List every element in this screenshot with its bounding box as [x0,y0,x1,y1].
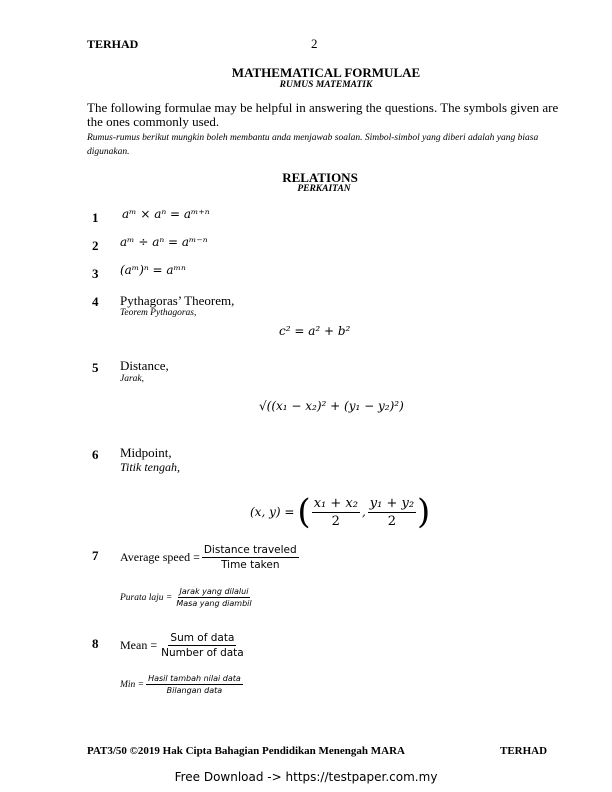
item-number: 7 [92,548,99,563]
header-classification: TERHAD [87,37,139,51]
label-midpoint-ms: Titik tengah, [120,460,180,474]
fraction-denominator: Bilangan data [166,686,223,695]
average-speed-label: Average speed = [120,550,200,564]
section-subtitle: PERKAITAN [297,184,351,194]
comma: , [361,505,366,519]
section-title: RELATIONS [282,170,358,185]
midpoint-fraction-y [368,496,416,529]
purata-laju-fraction [174,587,253,608]
footer-classification: TERHAD [500,745,548,757]
page-subtitle: RUMUS MATEMATIK [279,80,373,90]
fraction-denominator: Time taken [221,559,280,571]
footer-copyright: PAT3/50 ©2019 Hak Cipta Bahagian Pendidikan Menengah MARA [87,745,405,757]
label-midpoint: Midpoint, [120,445,172,460]
right-paren: ) [417,492,431,532]
formula-purata-laju [120,587,254,608]
download-link[interactable]: Free Download -> https://testpaper.com.my [174,770,438,784]
formula-min [120,674,243,695]
formula-exponent-divide: aᵐ ÷ aⁿ = aᵐ⁻ⁿ [120,235,208,249]
midpoint-lhs: (x, y) = [250,505,295,519]
fraction-numerator: Jarak yang dilalui [179,587,249,596]
formula-exponent-multiply: aᵐ × aⁿ = aᵐ⁺ⁿ [122,207,210,221]
fraction-numerator: y₁ + y₂ [369,495,415,511]
min-fraction [146,674,243,695]
item-number: 6 [92,447,99,462]
item-number: 2 [92,238,99,253]
label-distance: Distance, [120,358,169,373]
mean-fraction [159,632,246,659]
fraction-numerator: Hasil tambah nilai data [148,674,241,683]
label-pythagoras-ms: Teorem Pythagoras, [120,308,197,318]
fraction-denominator: Number of data [161,647,244,659]
fraction-numerator: Distance traveled [203,544,297,556]
item-number: 3 [92,266,99,281]
page-title: MATHEMATICAL FORMULAE [231,65,421,80]
item-number: 1 [92,210,99,225]
label-pythagoras: Pythagoras’ Theorem, [120,293,235,308]
item-number: 5 [92,360,99,375]
page-number: 2 [311,36,318,51]
fraction-numerator: x₁ + x₂ [313,495,358,511]
formula-power-of-power: (aᵐ)ⁿ = aᵐⁿ [120,263,186,277]
intro-malay: Rumus-rumus berikut mungkin boleh membantu anda menjawab soalan. Simbol-simbol yang diberi adalah yang biasa digunakan. [87,133,539,157]
label-distance-ms: Jarak, [120,374,145,384]
formula-pythagoras: c² = a² + b² [279,324,351,338]
intro-english: The following formulae may be helpful in answering the questions. The symbols given are the ones commonly used. [87,100,559,129]
fraction-denominator: Masa yang diambil [176,599,252,608]
fraction-denominator: 2 [387,513,397,529]
formula-distance: √((x₁ − x₂)² + (y₁ − y₂)²) [259,399,404,413]
item-number: 4 [92,294,99,309]
average-speed-fraction [202,544,299,571]
min-label: Min = [120,679,145,690]
fraction-denominator: 2 [331,513,340,529]
purata-laju-label: Purata laju = [120,592,173,603]
left-paren: ( [297,492,311,532]
midpoint-fraction-x [312,496,360,529]
item-number: 8 [92,636,99,651]
mean-label: Mean = [120,638,158,652]
formula-average-speed [120,544,299,571]
fraction-numerator: Sum of data [170,632,235,644]
formula-mean [120,632,246,659]
formula-midpoint [250,492,431,532]
